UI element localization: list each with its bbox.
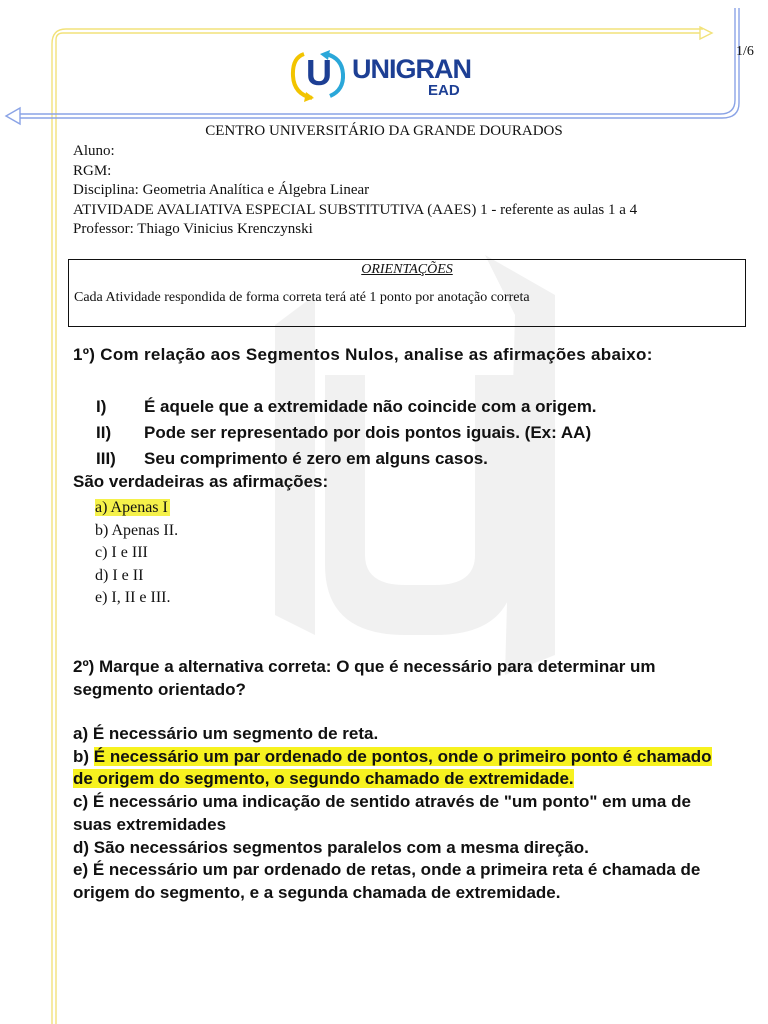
logo-letter: U	[306, 52, 332, 93]
option-e: e) I, II e III.	[95, 589, 171, 606]
option-b: b) Apenas II.	[95, 521, 179, 539]
guidelines-box	[68, 259, 746, 327]
question-2-options	[73, 723, 718, 905]
question-1-prompt: 1º) Com relação aos Segmentos Nulos, analise as afirmações abaixo:	[73, 345, 653, 364]
page-number: 1/6	[736, 44, 754, 59]
guidelines-text: Cada Atividade respondida de forma correta terá até 1 ponto por anotação correta	[74, 290, 530, 305]
q2-option-c: c) É necessário uma indicação de sentido através de "um ponto" em uma de suas extremidades	[73, 792, 691, 834]
question-1-statements	[96, 394, 597, 472]
rgm-label: RGM:	[73, 162, 112, 179]
option-d: d) I e II	[95, 566, 144, 584]
discipline-label: Disciplina: Geometria Analítica e Álgebra Linear	[73, 182, 370, 198]
q2-option-d: d) São necessários segmentos paralelos com a mesma direção.	[73, 837, 589, 857]
question-1-ask: São verdadeiras as afirmações:	[73, 472, 329, 491]
logo-sub: EAD	[428, 82, 460, 99]
logo-name: UNIGRAN	[352, 54, 471, 84]
student-label: Aluno:	[73, 143, 115, 159]
institution-title: CENTRO UNIVERSITÁRIO DA GRANDE DOURADOS	[205, 123, 563, 139]
statement-2: II) Pode ser representado por dois pontos iguais. (Ex: AA)	[96, 423, 592, 442]
statement-3: III) Seu comprimento é zero em alguns casos.	[96, 449, 488, 468]
option-c: c) I e III	[95, 544, 148, 561]
student-info	[73, 142, 637, 240]
professor-label: Professor: Thiago Vinicius Krenczynski	[73, 221, 313, 237]
guidelines-title: ORIENTAÇÕES	[361, 262, 453, 277]
unigran-logo	[290, 48, 470, 109]
q2-option-b-highlight: É necessário um par ordenado de pontos, onde o primeiro ponto é chamado de origem do segmento, o segundo chamado de extremidade.	[73, 746, 712, 789]
question-2-prompt: 2º) Marque a alternativa correta: O que é necessário para determinar um segmento orientado?	[73, 657, 656, 699]
q2-option-a: a) É necessário um segmento de reta.	[73, 724, 379, 743]
statement-1: I) É aquele que a extremidade não coincide com a origem.	[96, 397, 597, 416]
q2-option-b: b) É necessário um par ordenado de pontos, onde o primeiro ponto é chamado de origem do segmento, o segundo chamado de extremidade.	[73, 746, 712, 789]
q2-option-e: e) É necessário um par ordenado de retas, onde a primeira reta é chamada de origem do segmento, e a segunda chamada de extremidade.	[73, 860, 701, 902]
activity-label: ATIVIDADE AVALIATIVA ESPECIAL SUBSTITUTIVA (AAES) 1 - referente as aulas 1 a 4	[73, 201, 638, 218]
question-1-options	[95, 497, 178, 610]
option-a: a) Apenas I	[95, 499, 168, 516]
